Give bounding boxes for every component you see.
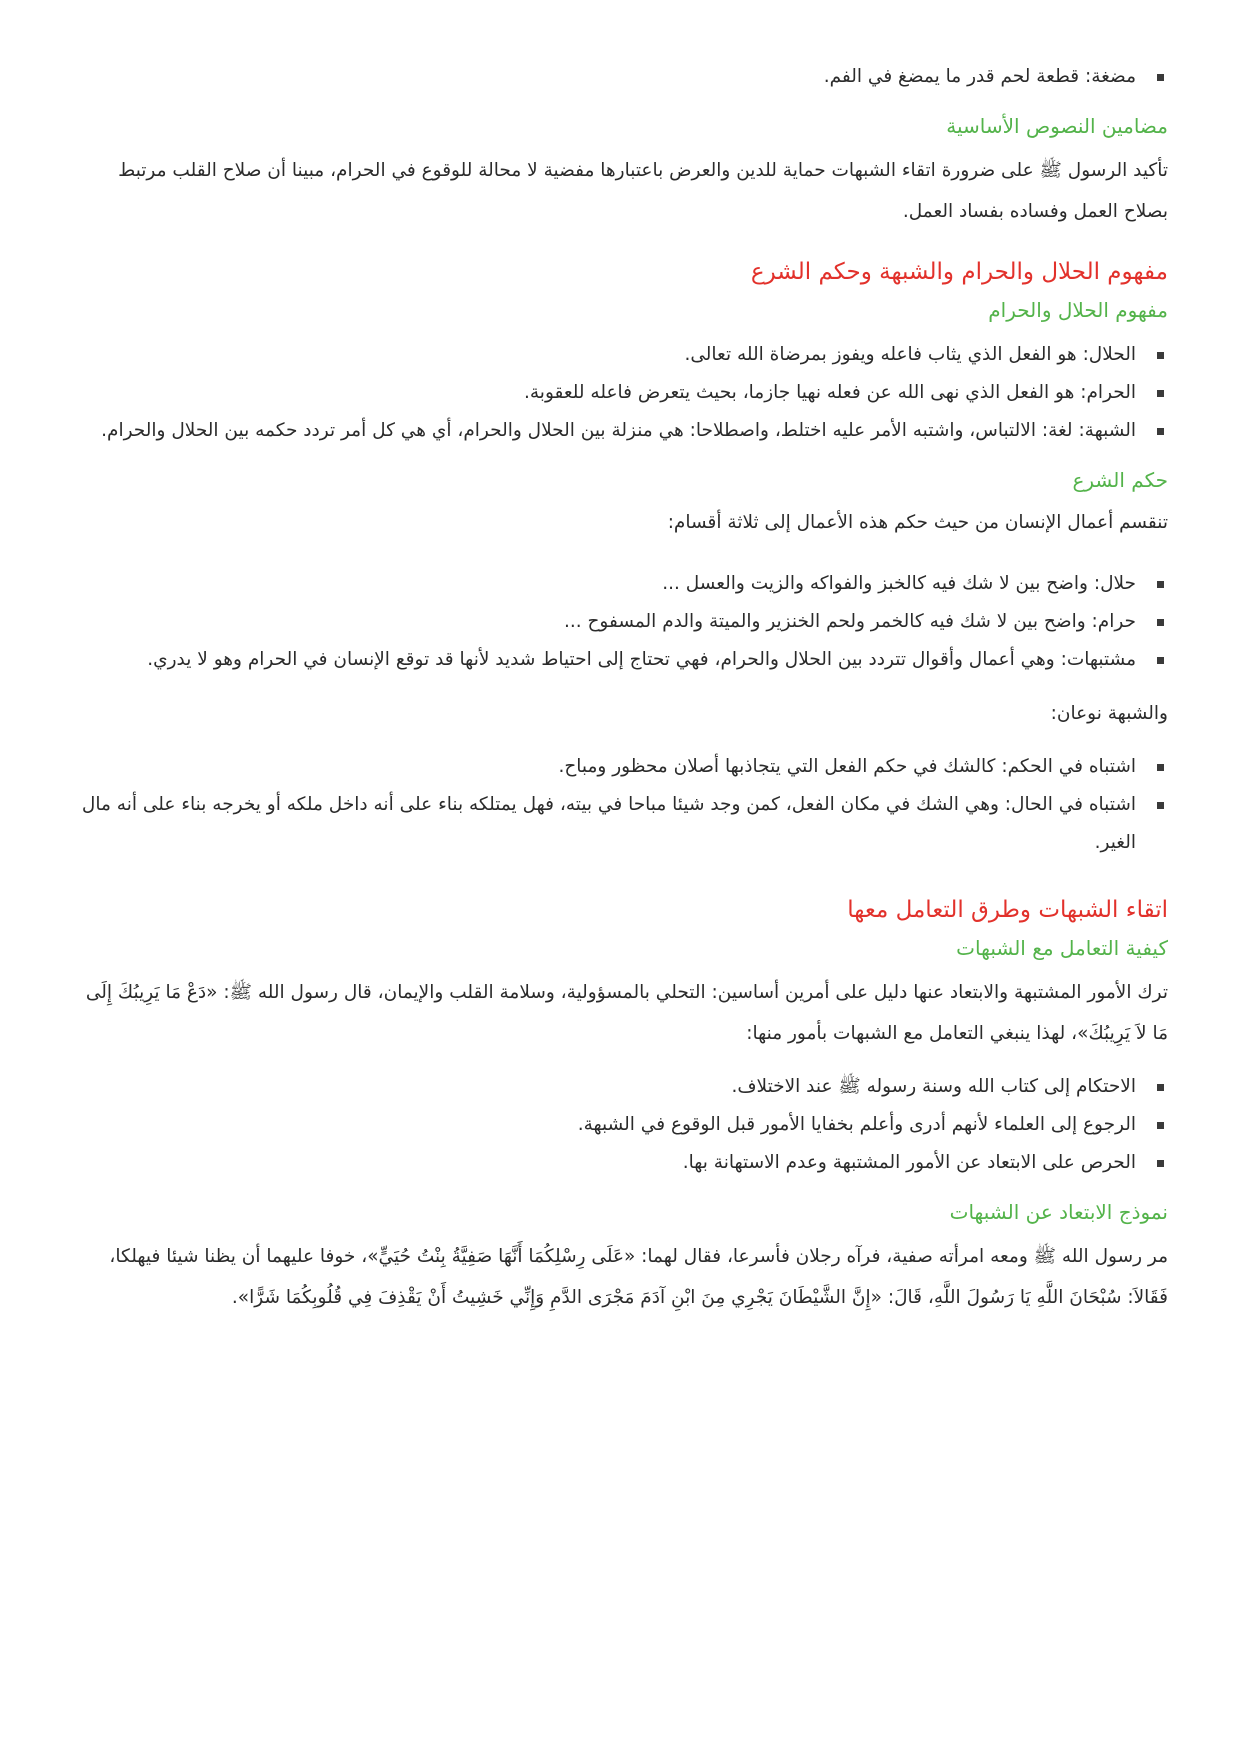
- section-subheading: مفهوم الحلال والحرام: [988, 298, 1168, 322]
- section-subheading: نموذج الابتعاد عن الشبهات: [949, 1200, 1168, 1224]
- ways-list: [74, 1068, 1168, 1182]
- definitions-list: [74, 336, 1168, 450]
- list-item: الاحتكام إلى كتاب الله وسنة رسوله ﷺ عند الاختلاف.: [74, 1068, 1136, 1106]
- list-item: الحلال: هو الفعل الذي يثاب فاعله ويفوز بمرضاة الله تعالى.: [74, 336, 1136, 374]
- list-item: اشتباه في الحكم: كالشك في حكم الفعل التي يتجاذبها أصلان محظور ومباح.: [74, 748, 1136, 786]
- top-list: [74, 58, 1168, 96]
- section-heading: مفهوم الحلال والحرام والشبهة وحكم الشرع: [750, 259, 1168, 285]
- paragraph: تنقسم أعمال الإنسان من حيث حكم هذه الأعمال إلى ثلاثة أقسام:: [667, 512, 1168, 533]
- paragraph: تأكيد الرسول ﷺ على ضرورة اتقاء الشبهات حماية للدين والعرض باعتبارها مفضية لا محالة للوقوع في الحرام، مبينا أن صلاح القلب مرتبط بصلاح العمل وفساده بفساد العمل.: [118, 160, 1168, 222]
- section-subheading: كيفية التعامل مع الشبهات: [956, 936, 1168, 960]
- list-item: حلال: واضح بين لا شك فيه كالخبز والفواكه والزيت والعسل ...: [74, 565, 1136, 603]
- list-item: اشتباه في الحال: وهي الشك في مكان الفعل، كمن وجد شيئا مباحا في بيته، فهل يمتلكه بناء على أنه داخل ملكه أو يخرجه بناء على أنه مال الغير.: [74, 786, 1136, 862]
- section-heading: اتقاء الشبهات وطرق التعامل معها: [847, 897, 1168, 923]
- section-subheading: مضامين النصوص الأساسية: [946, 114, 1168, 138]
- list-item: حرام: واضح بين لا شك فيه كالخمر ولحم الخنزير والميتة والدم المسفوح ...: [74, 603, 1136, 641]
- paragraph: مر رسول الله ﷺ ومعه امرأته صفية، فرآه رجلان فأسرعا، فقال لهما: «عَلَى رِسْلِكُمَا أَنَّهَا صَفِيَّةُ بِنْتُ حُيَيٍّ»، خوفا عليهما أن يظنا شيئا فيهلكا، فَقَالاَ: سُبْحَانَ اللَّهِ يَا رَسُولَ اللَّهِ، قَالَ: «إِنَّ الشَّيْطَانَ يَجْرِي مِنَ ابْنِ آدَمَ مَجْرَى الدَّمِ وَإِنِّي خَشِيتُ أَنْ يَقْذِفَ فِي قُلُوبِكُمَا شَرًّا».: [109, 1246, 1168, 1308]
- list-item: الشبهة: لغة: الالتباس، واشتبه الأمر عليه اختلط، واصطلاحا: هي منزلة بين الحلال والحرام، أي هي كل أمر تردد حكمه بين الحلال والحرام.: [74, 412, 1136, 450]
- section-subheading: حكم الشرع: [1072, 468, 1168, 492]
- list-item: الرجوع إلى العلماء لأنهم أدرى وأعلم بخفايا الأمور قبل الوقوع في الشبهة.: [74, 1106, 1136, 1144]
- paragraph: ترك الأمور المشتبهة والابتعاد عنها دليل على أمرين أساسين: التحلي بالمسؤولية، وسلامة القلب والإيمان، قال رسول الله ﷺ: «دَعْ مَا يَرِيبُكَ إِلَى مَا لاَ يَرِيبُكَ»، لهذا ينبغي التعامل مع الشبهات بأمور منها:: [85, 982, 1168, 1044]
- rulings-list: [74, 565, 1168, 679]
- list-item: الحرام: هو الفعل الذي نهى الله عن فعله نهيا جازما، بحيث يتعرض فاعله للعقوبة.: [74, 374, 1136, 412]
- paragraph: والشبهة نوعان:: [1050, 703, 1168, 724]
- shubha-types-list: [74, 748, 1168, 862]
- list-item: مشتبهات: وهي أعمال وأقوال تتردد بين الحلال والحرام، فهي تحتاج إلى احتياط شديد لأنها قد توقع الإنسان في الحرام وهو لا يدري.: [74, 641, 1136, 679]
- list-item: مضغة: قطعة لحم قدر ما يمضغ في الفم.: [74, 58, 1136, 96]
- list-item: الحرص على الابتعاد عن الأمور المشتبهة وعدم الاستهانة بها.: [74, 1144, 1136, 1182]
